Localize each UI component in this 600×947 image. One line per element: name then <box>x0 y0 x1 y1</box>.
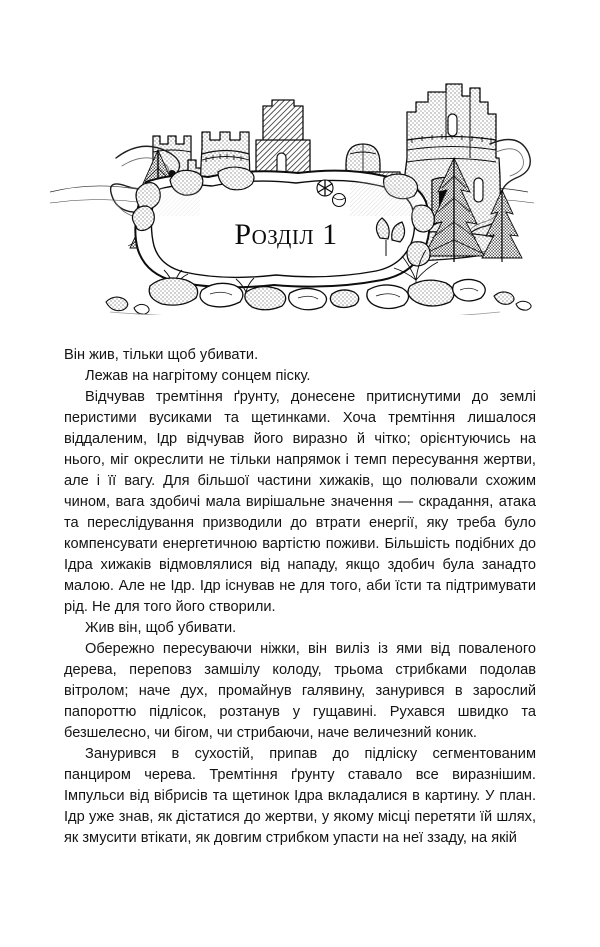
paragraph: Відчував тремтіння ґрунту, донесене притиснутими до землі перистими вусиками та щетинками. Хоча тремтіння лишалося віддаленим, Ідр відчував його виразно й чітко; орієнтуючись на нього, міг окреслити не тільки напрямок і темп пересування жертви, але і її вагу. Для більшої частини хижаків, що полювали схожим чином, вага здобичі мала вирішальне значення — скрадання, атака та переслідування призводили до втрати енергії, яку треба було компенсувати енергетичною вартістю поживи. Більшість подібних до Ідра хижаків відмовлялися від нападу, якщо здобич була занадто малою. Але не Ідр. Ідр існував не для того, аби їсти та підтримувати рід. Не для того його створили. <box>64 389 536 615</box>
paragraph: Обережно пересуваючи ніжки, він виліз із ями від поваленого дерева, переповз замшілу колоду, трьома стрибками подолав вітролом; наче дух, промайнув галявину, занурився в зарослий папороттю підлісок, розтанув у гущавині. Рухався швидко та безшелесно, чи бігом, чи стрибаючи, наче величезний коник. <box>64 641 536 741</box>
paragraph: Лежав на нагрітому сонцем піску. <box>85 368 311 384</box>
chapter-body-text <box>64 345 536 849</box>
paragraph: Він жив, тільки щоб убивати. <box>64 347 259 363</box>
chapter-header-illustration <box>50 40 550 315</box>
paragraph: Жив він, щоб убивати. <box>85 620 237 636</box>
paragraph: Занурився в сухостій, припав до підліску сегментованим панциром черева. Тремтіння ґрунту ставало все виразнішим. Імпульси від вібрисів та щетинок Ідра вкладалися в картину. У план. Ідр уже знав, як дістатися до жертви, у якому місці перетяти їй шлях, як змусити втікати, як довгим стрибком упасти на неї ззаду, на якій <box>64 746 536 846</box>
chapter-title: Розділ 1 <box>234 218 338 251</box>
